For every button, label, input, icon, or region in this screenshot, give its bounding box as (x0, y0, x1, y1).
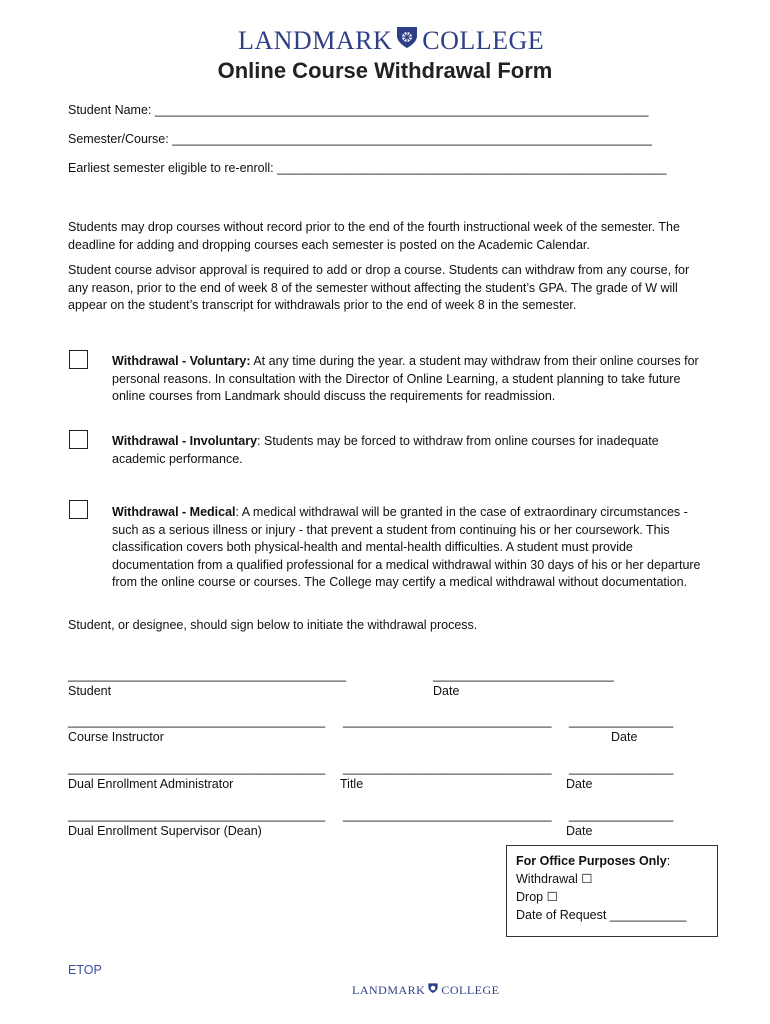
medical-option-text (112, 504, 707, 592)
option-title: Withdrawal - Medical (112, 505, 236, 519)
office-drop[interactable]: Drop ☐ (516, 890, 558, 904)
field-label: Semester/Course: (68, 132, 169, 146)
medical-checkbox[interactable] (69, 500, 88, 519)
admin-label: Dual Enrollment Administrator (68, 777, 234, 791)
date-label: Date (611, 730, 638, 744)
option-desc: : A medical withdrawal will be granted in the case of extraordinary circumstances - such as a serious illness or injury - that prevent a student from continuing his or her coursework. This classification covers both physical-health and mental-health difficulties. A student must provide documentation from a qualified professional for a medical withdrawal within 30 days of his or her departure from the online course or courses. The College may certify a medical withdrawal without documentation. (112, 505, 701, 589)
title-label: Title (340, 777, 364, 791)
date-label: Date (566, 777, 593, 791)
logo-text-left: LANDMARK (238, 25, 393, 55)
student-date-line[interactable]: __________________________ (433, 668, 614, 682)
instructor-middle-line[interactable]: ______________________________ (343, 714, 552, 728)
field-blank: ________________________________________________________ (277, 161, 667, 175)
admin-title-line[interactable]: ______________________________ (343, 761, 552, 775)
instructor-signature-line[interactable]: _____________________________________ (68, 714, 326, 728)
voluntary-option-text (112, 353, 707, 406)
student-signature-line[interactable]: ________________________________________ (68, 668, 347, 682)
crest-icon (394, 24, 420, 57)
logo-text-left: LANDMARK (352, 982, 426, 997)
office-heading (516, 852, 708, 870)
college-logo (238, 24, 544, 57)
voluntary-checkbox[interactable] (69, 350, 88, 369)
supervisor-date-line[interactable]: _______________ (569, 808, 674, 822)
student-name-field[interactable] (68, 103, 648, 117)
admin-signature-line[interactable]: _____________________________________ (68, 761, 326, 775)
office-withdrawal[interactable]: Withdrawal ☐ (516, 872, 593, 886)
field-blank: _____________________________________________________________________ (172, 132, 652, 146)
drop-policy-paragraph: Students may drop courses without record prior to the end of the fourth instructional week of the semester. The deadline for adding and dropping courses each semester is posted on the Academic Calendar. (68, 220, 680, 252)
field-label: Earliest semester eligible to re-enroll: (68, 161, 274, 175)
logo-text-right: COLLEGE (422, 25, 545, 55)
option-title: Withdrawal - Voluntary: (112, 354, 251, 368)
office-heading-text: For Office Purposes Only (516, 854, 667, 868)
semester-course-field[interactable] (68, 132, 652, 146)
date-label: Date (566, 824, 593, 838)
footer-code: ETOP (68, 963, 102, 977)
instructor-label: Course Instructor (68, 730, 164, 744)
student-label: Student (68, 684, 112, 698)
logo-text-right: COLLEGE (441, 982, 500, 997)
involuntary-checkbox[interactable] (69, 430, 88, 449)
instructor-date-line[interactable]: _______________ (569, 714, 674, 728)
reenroll-semester-field[interactable] (68, 161, 666, 175)
crest-icon (427, 982, 439, 998)
supervisor-middle-line[interactable]: ______________________________ (343, 808, 552, 822)
page-title: Online Course Withdrawal Form (217, 58, 553, 83)
option-desc: : Students may be forced to withdraw from online courses for inadequate academic performance. (112, 434, 659, 466)
office-use-box (506, 845, 718, 937)
involuntary-option-text (112, 433, 707, 468)
supervisor-signature-line[interactable]: _____________________________________ (68, 808, 326, 822)
date-label: Date (433, 684, 460, 698)
field-blank: _______________________________________________________________________ (154, 103, 649, 117)
office-date-request[interactable]: Date of Request ___________ (516, 908, 687, 922)
field-label: Student Name: (68, 103, 152, 117)
option-title: Withdrawal - Involuntary (112, 434, 258, 448)
office-heading-colon: : (666, 854, 671, 868)
supervisor-label: Dual Enrollment Supervisor (Dean) (68, 824, 262, 838)
admin-date-line[interactable]: _______________ (569, 761, 674, 775)
approval-policy-paragraph: Student course advisor approval is required to add or drop a course. Students can withdraw from any course, for any reason, prior to the end of week 8 of the semester without affecting the student’s GPA. The grade of W will appear on the student’s transcript for withdrawals prior to the end of week 8 in the semester. (68, 263, 690, 312)
option-desc: At any time during the year. a student may withdraw from their online courses for personal reasons. In consultation with the Director of Online Learning, a student planning to take future online courses from Landmark should discuss the requirements for readmission. (112, 354, 699, 403)
footer-logo (352, 982, 500, 998)
sign-instruction: Student, or designee, should sign below to initiate the withdrawal process. (68, 618, 478, 632)
